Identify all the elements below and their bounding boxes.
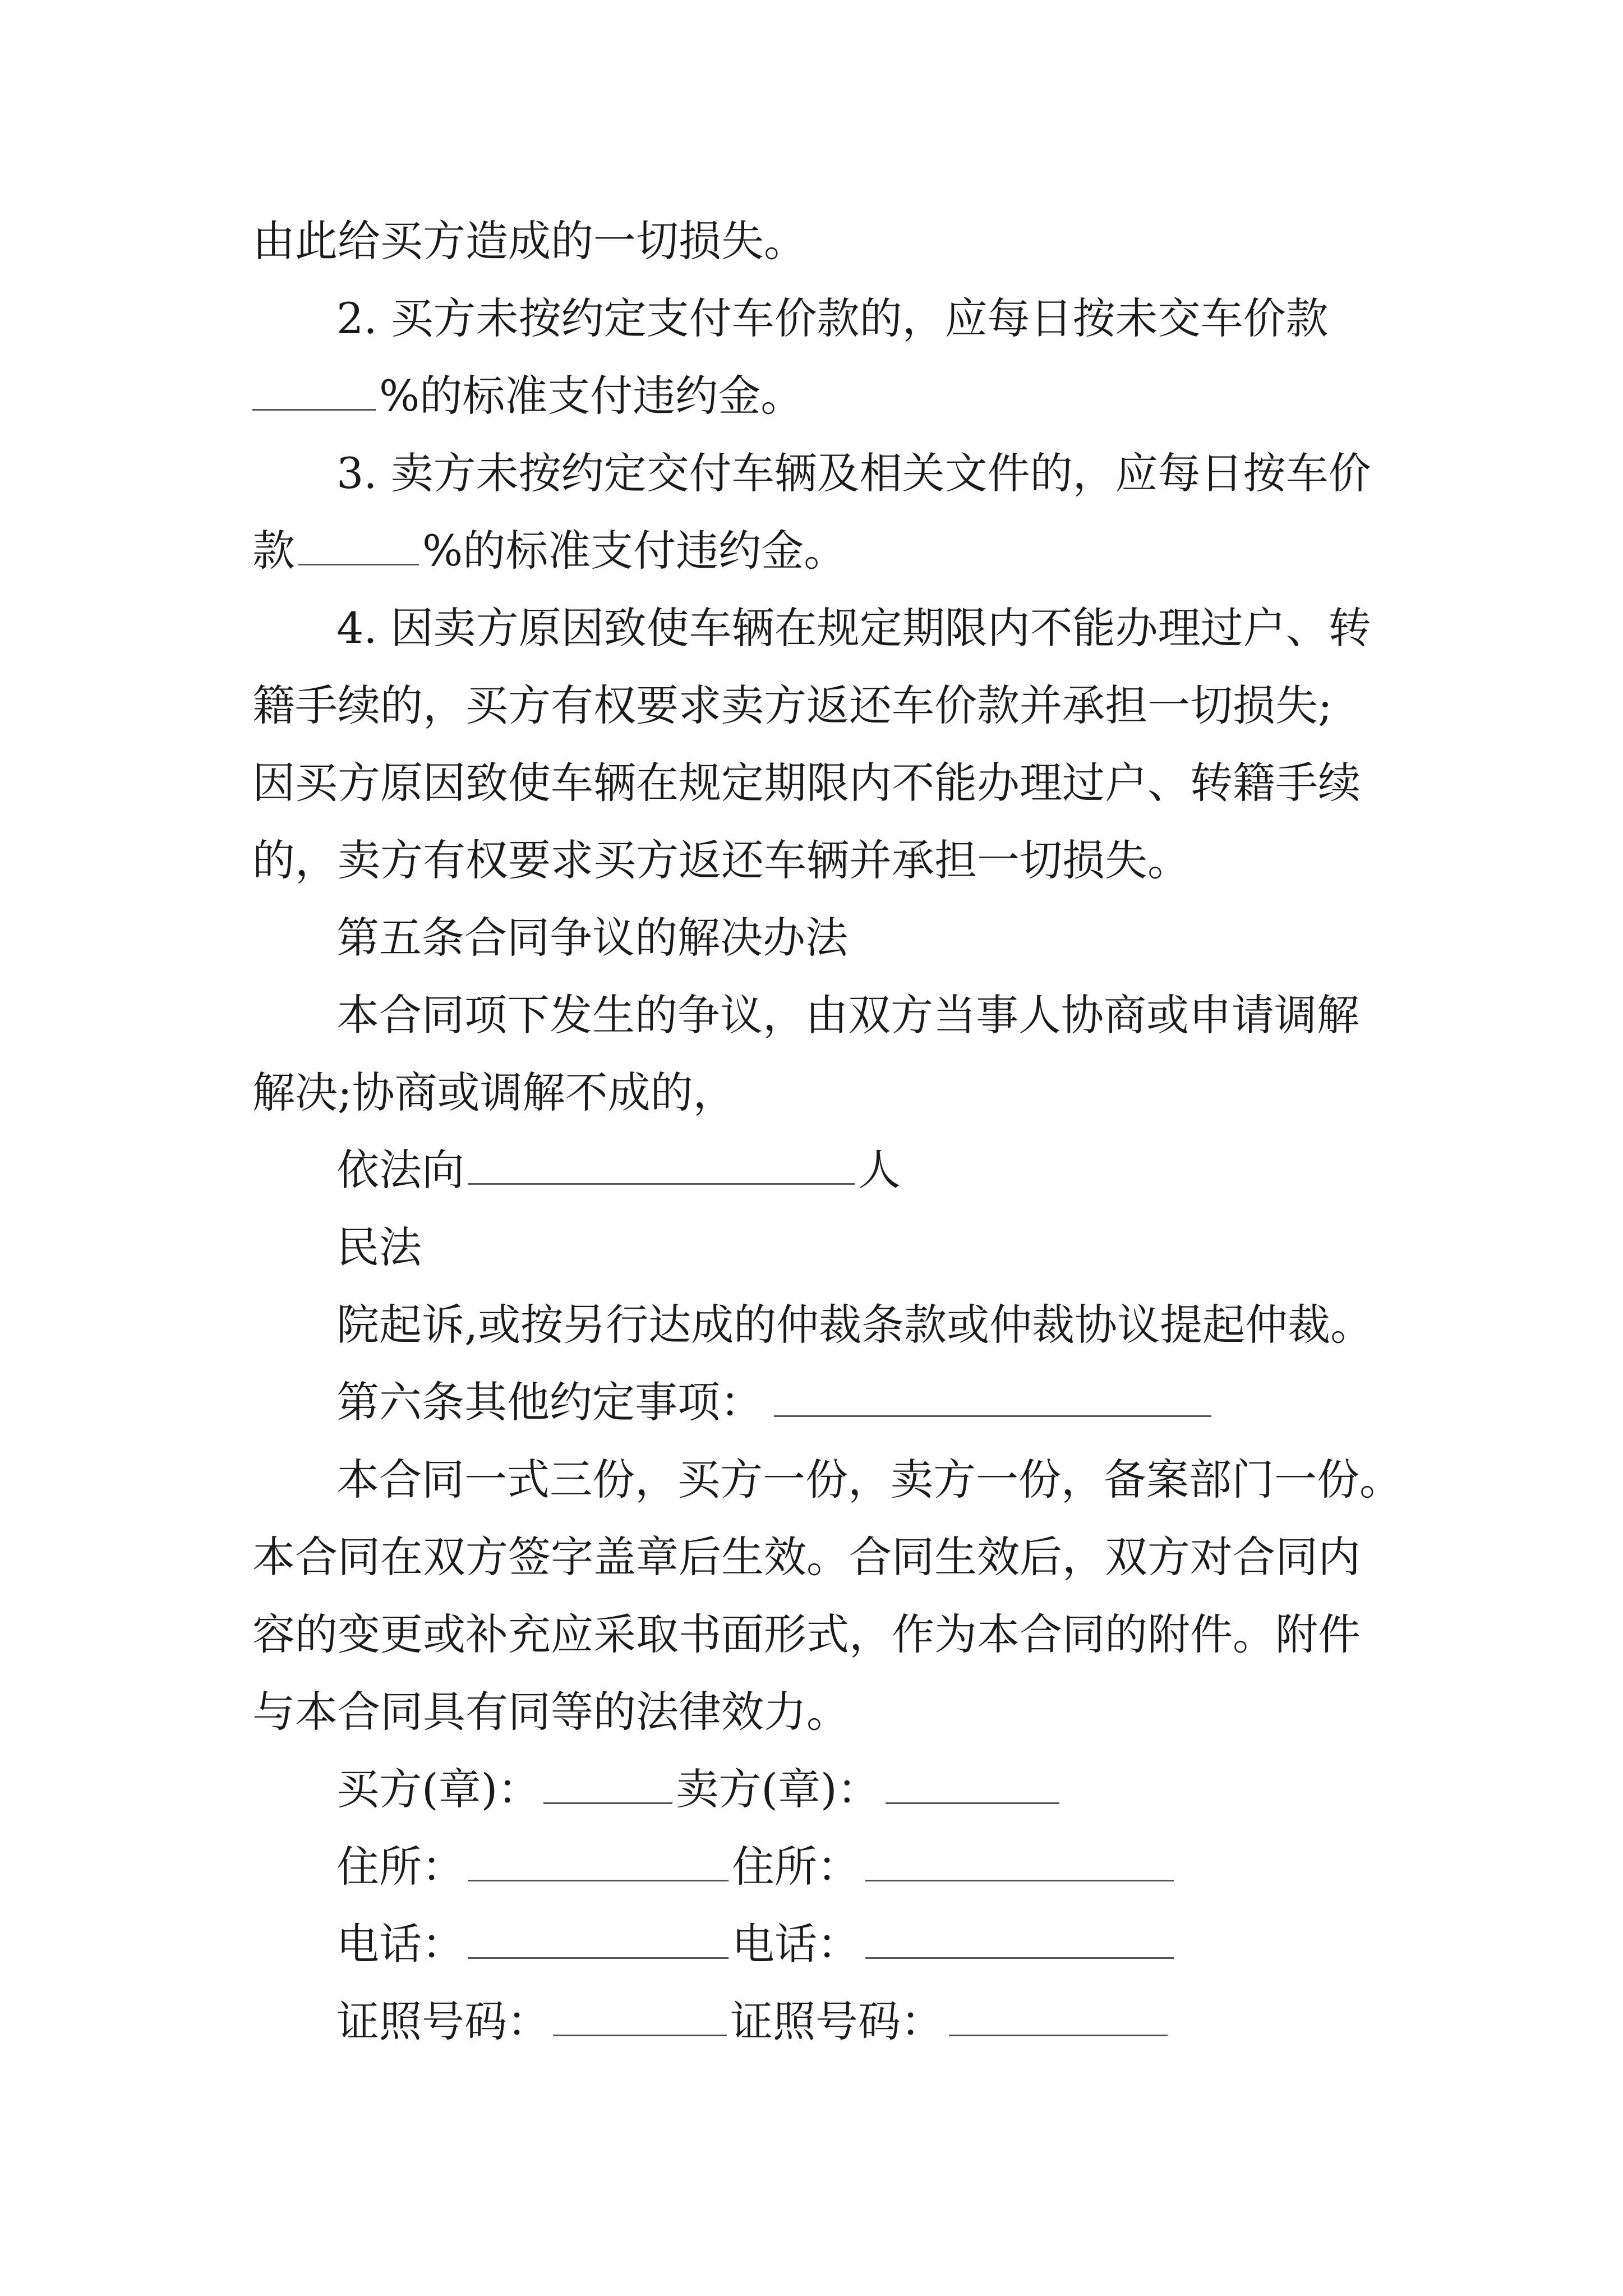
text-line [336, 1452, 1402, 1508]
text-line [336, 1297, 1373, 1353]
line-text: %的标准支付违约金。 [422, 526, 847, 576]
fill-in-blank[interactable] [468, 1144, 855, 1185]
buyer-seal-field[interactable] [543, 1763, 672, 1804]
buyer-license-field[interactable] [553, 1995, 727, 2036]
line-text: 院起诉,或按另行达成的仲裁条款或仲裁协议提起仲裁。 [336, 1300, 1373, 1350]
text-line [252, 1065, 736, 1121]
seller-license-field[interactable] [949, 1995, 1168, 2036]
buyer-license-label: 证照号码： [336, 1996, 550, 2046]
line-text: 由此给买方造成的一切损失。 [252, 216, 806, 266]
signature-row [336, 1916, 1177, 1972]
text-line [336, 987, 1359, 1043]
line-text: 4. 因卖方原因致使车辆在规定期限内不能办理过户、转 [336, 603, 1371, 653]
line-text: 2. 买方未按约定支付车价款的，应每日按未交车价款 [336, 293, 1329, 343]
line-text: 第五条合同争议的解决办法 [336, 913, 848, 963]
line-text: 款 [252, 526, 295, 576]
fill-in-blank[interactable] [252, 370, 376, 411]
text-line [252, 755, 1361, 811]
text-line [252, 1529, 1361, 1585]
section-heading [336, 1374, 1215, 1430]
seller-phone-label: 电话： [732, 1919, 860, 1969]
line-text: 第六条其他约定事项： [336, 1377, 763, 1427]
text-line [336, 291, 1329, 347]
line-text: 人 [858, 1145, 901, 1195]
signature-row [336, 1839, 1177, 1895]
text-line [252, 1607, 1361, 1663]
line-text: 因买方原因致使车辆在规定期限内不能办理过户、转籍手续 [252, 758, 1361, 808]
buyer-label: 买方(章)： [336, 1764, 541, 1814]
seller-license-label: 证照号码： [730, 1996, 943, 2046]
line-text: 本合同在双方签字盖章后生效。合同生效后，双方对合同内 [252, 1532, 1361, 1582]
fill-in-blank[interactable] [298, 524, 419, 565]
text-line [252, 1684, 849, 1740]
section-heading [336, 910, 848, 966]
buyer-address-label: 住所： [336, 1842, 464, 1892]
line-text: 依法向 [336, 1145, 464, 1195]
line-text: 容的变更或补充应采取书面形式，作为本合同的附件。附件 [252, 1609, 1361, 1659]
line-text: 解决;协商或调解不成的， [252, 1068, 736, 1117]
text-line [336, 1220, 422, 1276]
seller-address-label: 住所： [732, 1842, 860, 1892]
text-line [252, 368, 803, 424]
line-text: 本合同一式三份，买方一份，卖方一份，备案部门一份。 [336, 1455, 1402, 1504]
text-line [336, 600, 1371, 656]
text-line [252, 678, 1332, 734]
line-text: 民法 [336, 1222, 422, 1272]
buyer-phone-label: 电话： [336, 1919, 464, 1969]
line-text: 籍手续的，买方有权要求卖方返还车价款并承担一切损失; [252, 680, 1332, 730]
signature-row [336, 1994, 1171, 2050]
line-text: 3. 卖方未按约定交付车辆及相关文件的，应每日按车价 [336, 448, 1371, 498]
fill-in-blank[interactable] [774, 1376, 1211, 1417]
text-line [252, 523, 846, 579]
buyer-address-field[interactable] [468, 1841, 728, 1881]
seller-address-field[interactable] [865, 1841, 1174, 1881]
text-line [252, 832, 1190, 889]
seller-seal-field[interactable] [886, 1763, 1059, 1804]
line-text: %的标准支付违约金。 [379, 371, 804, 421]
text-line [252, 213, 806, 269]
buyer-phone-field[interactable] [468, 1918, 728, 1959]
seller-label: 卖方(章)： [676, 1764, 880, 1814]
line-text: 与本合同具有同等的法律效力。 [252, 1687, 849, 1737]
text-line [336, 445, 1371, 501]
text-line [336, 1142, 901, 1198]
seller-phone-field[interactable] [865, 1918, 1174, 1959]
line-text: 的，卖方有权要求买方返还车辆并承担一切损失。 [252, 835, 1190, 885]
signature-row [336, 1761, 1063, 1818]
line-text: 本合同项下发生的争议，由双方当事人协商或申请调解 [336, 990, 1359, 1040]
